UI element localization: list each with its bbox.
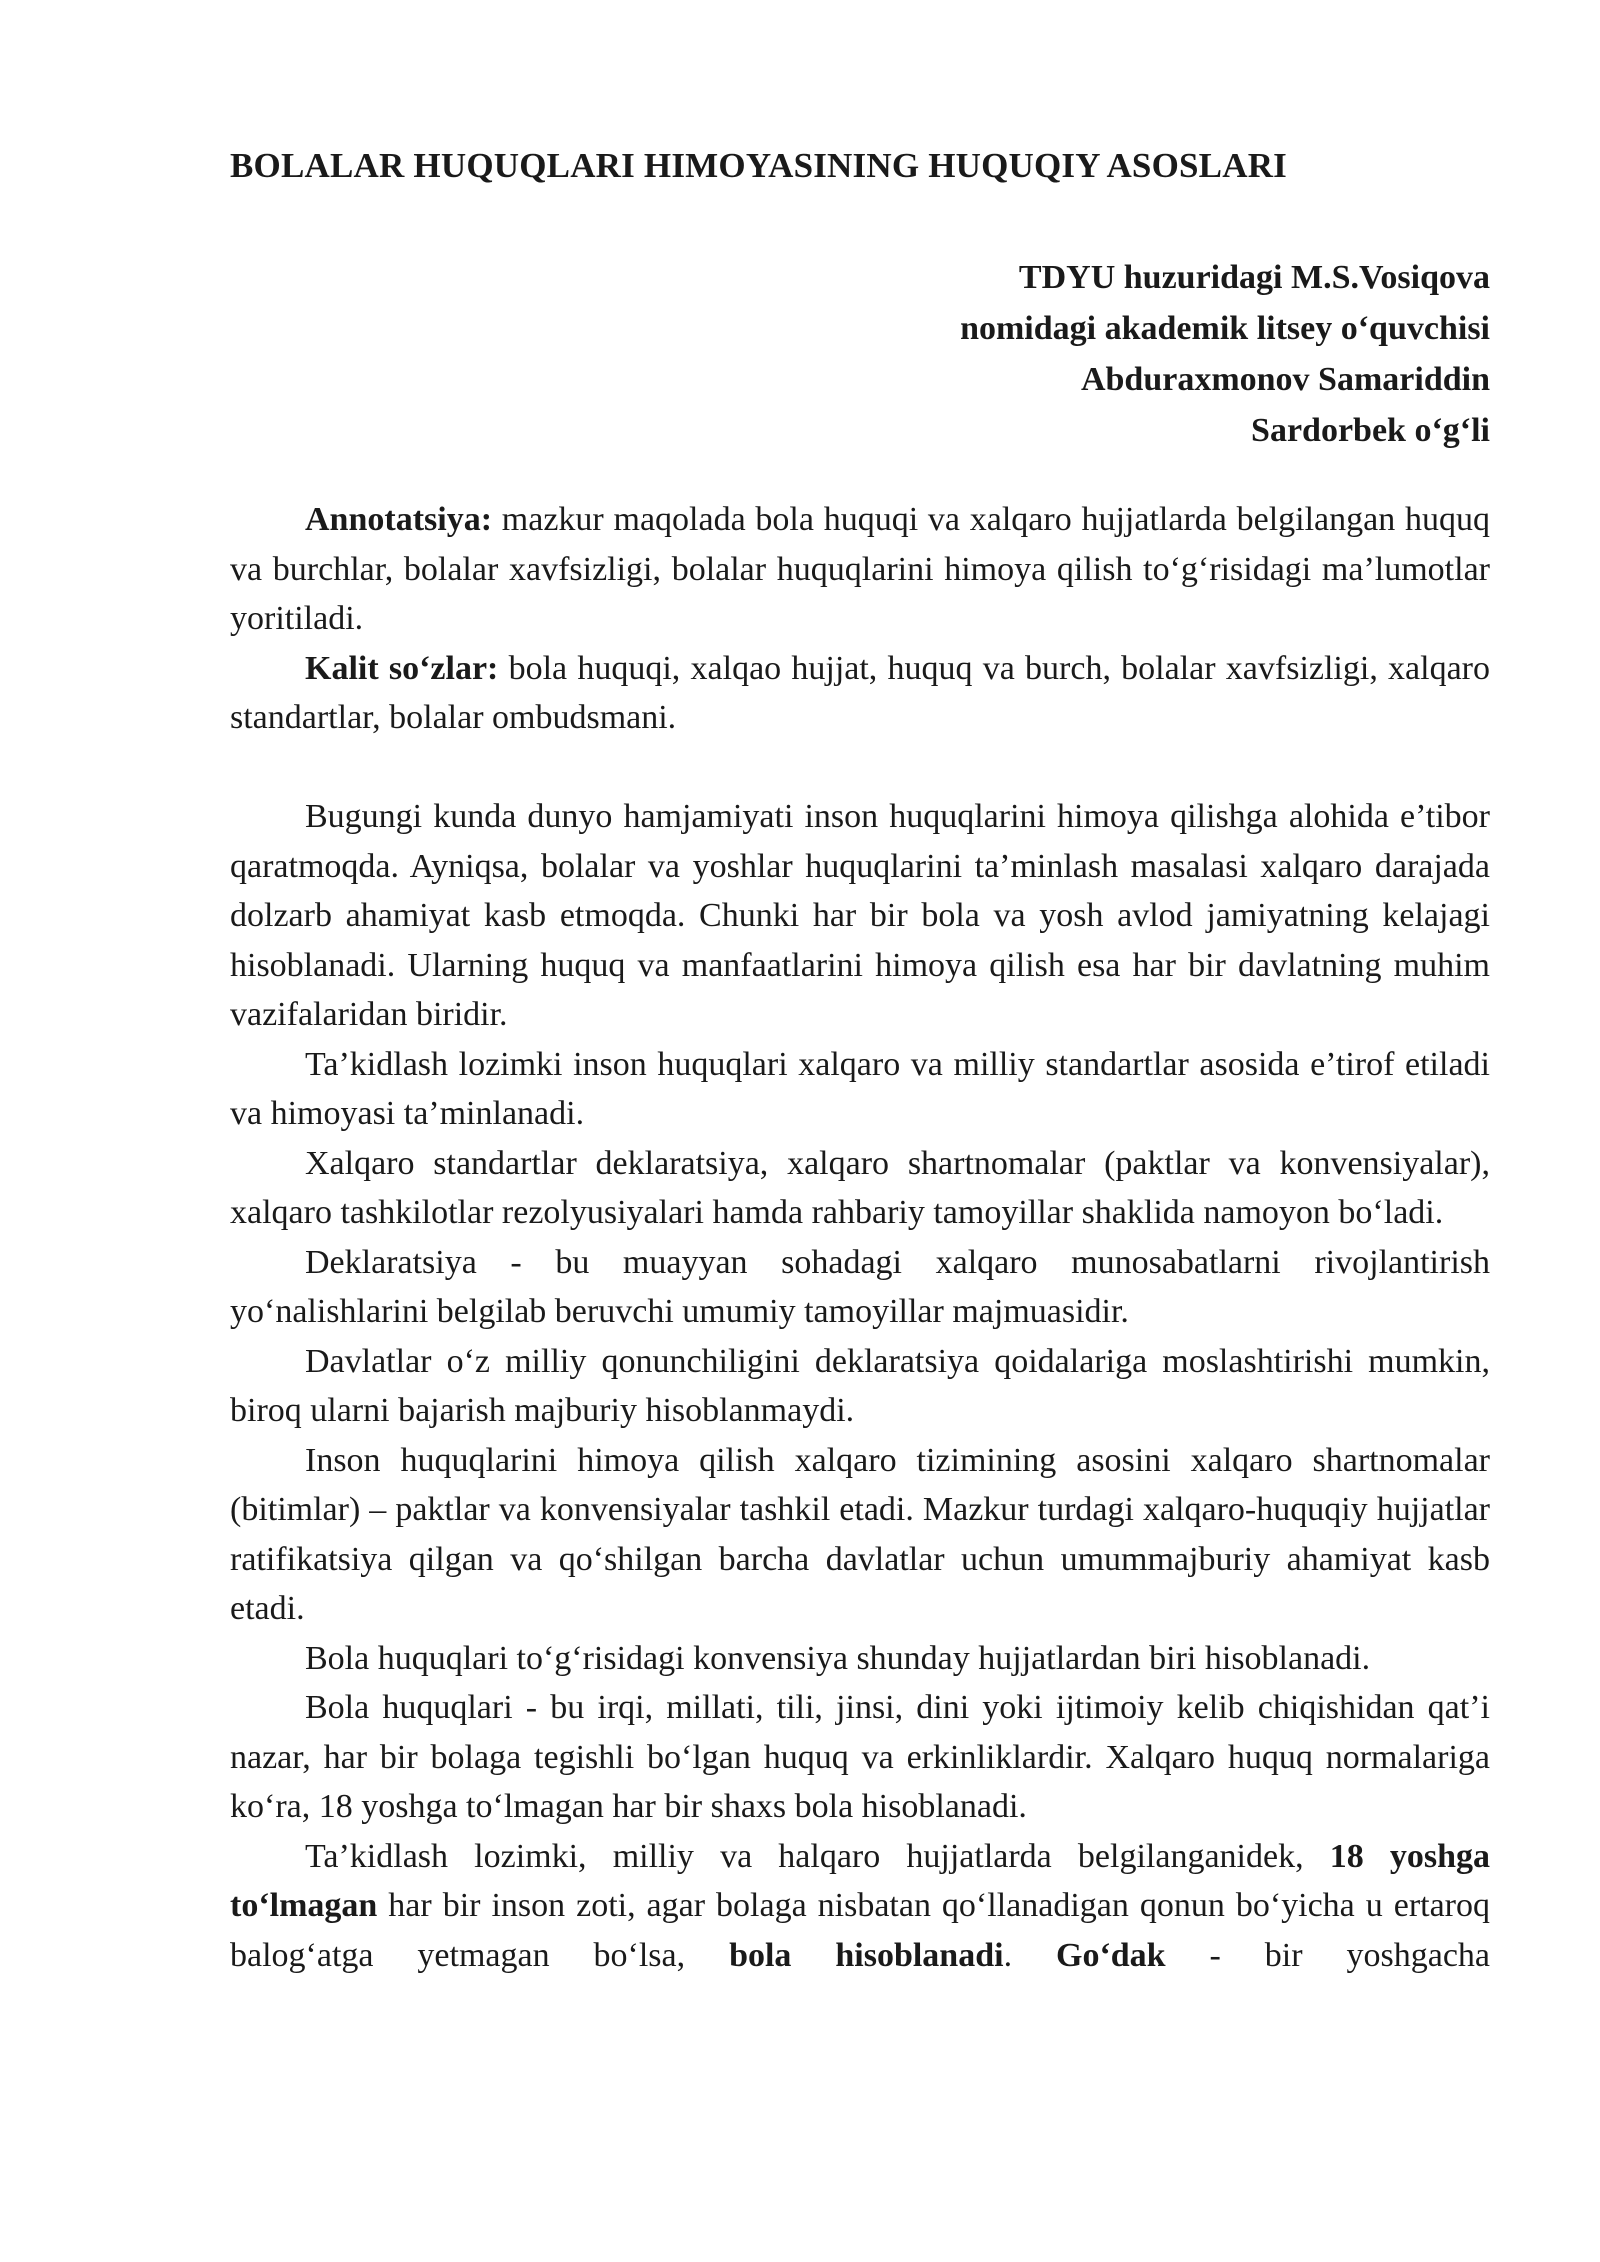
author-name-line-2: Sardorbek o‘g‘li [1251, 412, 1490, 449]
article-body [230, 495, 1490, 1980]
body-paragraph-2: Ta’kidlash lozimki inson huquqlari xalqaro va milliy standartlar asosida e’tirof etiladi va himoyasi ta’minlanadi. [230, 1045, 1490, 1132]
body-paragraph-5: Davlatlar o‘z milliy qonunchiligini deklaratsiya qoidalariga moslashtirishi mumkin, biroq ularni bajarish majburiy hisoblanmaydi. [230, 1342, 1490, 1429]
para9-bold-infant: Go‘dak [1056, 1936, 1166, 1974]
para9-text-2: har bir inson zoti, agar bolaga nisbatan qo‘llanadigan qonun bo‘yicha u ertaroq balog‘atga yetmagan bo‘lsa, [230, 1887, 1490, 1974]
author-name-line-1: Abduraxmonov Samariddin [1080, 361, 1490, 398]
author-affiliation-line-1: TDYU huzuridagi M.S.Vosiqova [1018, 259, 1490, 296]
para9-text-3: . [1003, 1936, 1056, 1974]
body-paragraph-6: Inson huquqlarini himoya qilish xalqaro tizimining asosini xalqaro shartnomalar (bitimlar) – paktlar va konvensiyalar tashkil etadi. Mazkur turdagi xalqaro-huquqiy hujjatlar ratifikatsiya qilgan va qo‘shilgan barcha davlatlar uchun umummajburiy ahamiyat kasb etadi. [230, 1441, 1490, 1627]
annotation-text: mazkur maqolada bola huquqi va xalqaro hujjatlarda belgilangan huquq va burchlar, bolalar xavfsizligi, bolalar huquqlarini himoya qilish to‘g‘risidagi ma’lumotlar yoritiladi. [230, 501, 1490, 637]
para9-text-4: - bir yoshgacha [1165, 1936, 1490, 1974]
annotation-paragraph [230, 495, 1490, 644]
body-paragraph-4: Deklaratsiya - bu muayyan sohadagi xalqaro munosabatlarni rivojlantirish yo‘nalishlarini belgilab beruvchi umumiy tamoyillar majmuasidir. [230, 1243, 1490, 1330]
author-block [790, 252, 1490, 456]
author-affiliation-line-2: nomidagi akademik litsey o‘quvchisi [960, 310, 1490, 347]
keywords-text: bola huquqi, xalqao hujjat, huquq va burch, bolalar xavfsizligi, xalqaro standartlar, bolalar ombudsmani. [230, 649, 1490, 736]
annotation-label: Annotatsiya: [305, 501, 493, 538]
body-paragraph-7: Bola huquqlari to‘g‘risidagi konvensiya shunday hujjatlardan biri hisoblanadi. [305, 1639, 1371, 1677]
para9-text-1: Ta’kidlash lozimki, milliy va halqaro hujjatlarda belgilanganidek, [305, 1837, 1330, 1875]
body-paragraph-3: Xalqaro standartlar deklaratsiya, xalqaro shartnomalar (paktlar va konvensiyalar), xalqaro tashkilotlar rezolyusiyalari hamda rahbariy tamoyillar shaklida namoyon bo‘ladi. [230, 1144, 1490, 1231]
para9-bold-child: bola hisoblanadi [729, 1936, 1004, 1974]
keywords-label: Kalit so‘zlar: [305, 649, 499, 687]
body-paragraph-1: Bugungi kunda dunyo hamjamiyati inson huquqlarini himoya qilishga alohida e’tibor qaratmoqda. Ayniqsa, bolalar va yoshlar huquqlarini ta’minlash masalasi xalqaro darajada dolzarb ahamiyat kasb etmoqda. Chunki har bir bola va yosh avlod jamiyatning kelajagi hisoblanadi. Ularning huquq va manfaatlarini himoya qilish esa har bir davlatning muhim vazifalaridan biridir. [230, 798, 1490, 1033]
keywords-paragraph [230, 644, 1490, 743]
article-title: BOLALAR HUQUQLARI HIMOYASINING HUQUQIY ASOSLARI [230, 146, 1287, 185]
body-paragraph-8: Bola huquqlari - bu irqi, millati, tili, jinsi, dini yoki ijtimoiy kelib chiqishidan qat’i nazar, har bir bolaga tegishli bo‘lgan huquq va erkinliklardir. Xalqaro huquq normalariga ko‘ra, 18 yoshga to‘lmagan har bir shaxs bola hisoblanadi. [230, 1689, 1490, 1825]
body-paragraph-9 [230, 1832, 1490, 1981]
para9-bold-age: 18 yoshga to‘lmagan [230, 1837, 1491, 1924]
